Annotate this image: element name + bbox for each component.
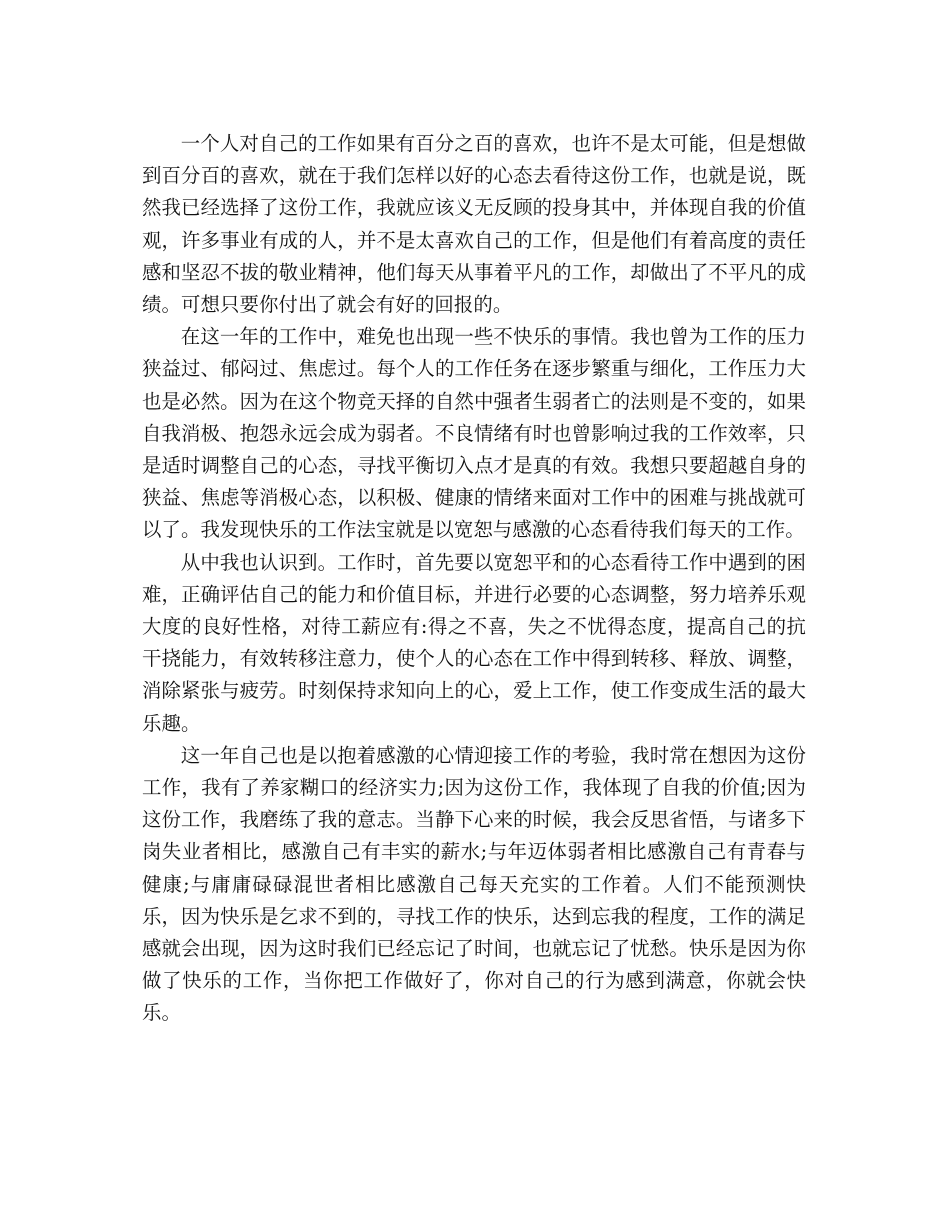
- paragraph-4: 这一年自己也是以抱着感激的心情迎接工作的考验，我时常在想因为这份工作，我有了养家糊口的经济实力;因为这份工作，我体现了自我的价值;因为这份工作，我磨练了我的意志。当静下心来的时候，我会反思省悟，与诸多下岗失业者相比，感激自己有丰实的薪水;与年迈体弱者相比感激自己有青春与健康;与庸庸碌碌混世者相比感激自己每天充实的工作着。人们不能预测快乐，因为快乐是乞求不到的，寻找工作的快乐，达到忘我的程度，工作的满足感就会出现，因为这时我们已经忘记了时间，也就忘记了忧愁。快乐是因为你做了快乐的工作，当你把工作做好了，你对自己的行为感到满意，你就会快乐。: [142, 743, 806, 1025]
- paragraph-3: 从中我也认识到。工作时，首先要以宽恕平和的心态看待工作中遇到的困难，正确评估自己的能力和价值目标，并进行必要的心态调整，努力培养乐观大度的良好性格，对待工薪应有:得之不喜，失之不忧得态度，提高自己的抗干挠能力，有效转移注意力，使个人的心态在工作中得到转移、释放、调整，消除紧张与疲劳。时刻保持求知向上的心，爱上工作，使工作变成生活的最大乐趣。: [142, 550, 806, 735]
- paragraph-1: 一个人对自己的工作如果有百分之百的喜欢，也许不是太可能，但是想做到百分百的喜欢，就在于我们怎样以好的心态去看待这份工作，也就是说，既然我已经选择了这份工作，我就应该义无反顾的投身其中，并体现自我的价值观，许多事业有成的人，并不是太喜欢自己的工作，但是他们有着高度的责任感和坚忍不拔的敬业精神，他们每天从事着平凡的工作，却做出了不平凡的成绩。可想只要你付出了就会有好的回报的。: [142, 132, 806, 317]
- document-body: [142, 128, 806, 1030]
- paragraph-2: 在这一年的工作中，难免也出现一些不快乐的事情。我也曾为工作的压力狭益过、郁闷过、焦虑过。每个人的工作任务在逐步繁重与细化，工作压力大也是必然。因为在这个物竞天择的自然中强者生弱者亡的法则是不变的，如果自我消极、抱怨永远会成为弱者。不良情绪有时也曾影响过我的工作效率，只是适时调整自己的心态，寻找平衡切入点才是真的有效。我想只要超越自身的狭益、焦虑等消极心态，以积极、健康的情绪来面对工作中的困难与挑战就可以了。我发现快乐的工作法宝就是以宽恕与感激的心态看待我们每天的工作。: [142, 325, 806, 542]
